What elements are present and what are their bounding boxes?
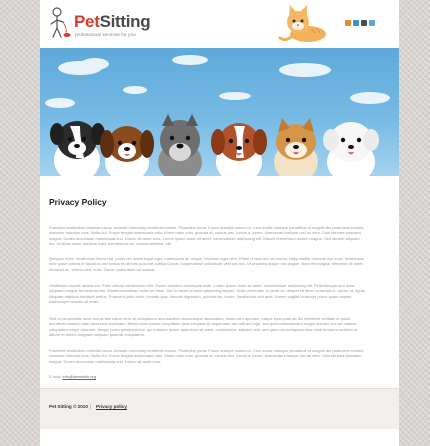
content-paragraph-3: Vestibulum iaculis lacinia est. Proin dictum elementum velit. Fusce euismod consequat ante. Lorem ipsum dolor sit amet, consectetuer adipiscing elit. Pellentesque sed dolor. Aliquam congue fermentum nisl. Mauris accumsan nulla vel diam. Sed in lacus ut enim adipiscing aliquet. Nulla venenatis. In pede mi, aliquet sit amet, euismod in, auctor ut, ligula. Aliquam dapibus tincidunt metus. Praesent justo dolor, lobortis quis, lobortis dignissim, pulvinar ac, lorem. Vestibulum sed ante. Donec sagittis euismod purus quam sapien ullamcorper mauris sit amet. [49, 283, 366, 305]
puppy-black-white [50, 121, 105, 180]
content-paragraph-2: Quisque nulla. Vestibulum libero nisl, porta vel, scelerisque eget, malesuada at, neque. Vivamus eget nibh. Etiam cursus leo vel metus. Nulla facilisi. Aenean nec eros. Vestibulum ante ipsum primis in faucibus orci luctus et ultrices posuere cubilia Curae; Suspendisse sollicitudin velit sed leo. Ut pharetra augue nec augue. Nam elit magna, hendrerit sit amet, tincidunt ac, viverra sed, nulla. Donec porta diam eu massa. [49, 256, 365, 272]
site-title-pet: Pet [74, 12, 100, 31]
puppy-white-fluffy [323, 122, 379, 180]
hero-banner [40, 48, 399, 180]
email-line [49, 374, 96, 379]
puppy-schnauzer [158, 114, 202, 180]
site-tagline: professional services for you [75, 33, 136, 38]
site-title-sitting: Sitting [99, 12, 151, 31]
social-links [345, 20, 375, 26]
page-title: Privacy Policy [49, 197, 107, 207]
puppies-banner-illustration [40, 48, 399, 180]
puppy-shiba [274, 118, 318, 180]
delicious-icon[interactable] [369, 20, 375, 26]
facebook-icon[interactable] [361, 20, 367, 26]
footer [40, 388, 399, 429]
content-paragraph-5: Praesent vestibulum molestie lacus. Aenean nonummy hendrerit mauris. Phasellus porta. Fusce suscipit varius mi. Cum sociis natoque penatibus et magnis dis parturient montes, nascetur ridiculus mus. Nulla dui. Fusce feugiat malesuada odio. Morbi nunc odio, gravida at, cursus nec, luctus a, lorem. Maecenas tristique orci ac sem. Duis ultricies pharetra magna. Donec accumsan malesuada orci. Donec sit amet eros. [49, 348, 365, 364]
puppy-beagle [100, 126, 154, 180]
header [40, 0, 399, 48]
rss-icon[interactable] [345, 20, 351, 26]
puppy-red-white [211, 123, 267, 180]
kitten-illustration [278, 2, 328, 44]
site-title [74, 12, 150, 32]
page-container [40, 0, 399, 446]
email-label: E-mail: [49, 374, 62, 379]
clouds [45, 55, 390, 108]
content-paragraph-4: Sed ut perspiciatis unde omnis iste natus error sit voluptatem accusantium doloremque laudantium, totam rem aperiam, eaque ipsa quae ab illo inventore veritatis et quasi architecto beatae vitae dicta sunt explicabo. Nemo enim ipsam voluptatem quia voluptas sit aspernatur aut odit aut fugit, sed quia consequuntur magni dolores eos qui ratione voluptatem sequi nesciunt. Neque porro quisquam est, qui dolorem ipsum quia dolor sit amet, consectetur, adipisci velit, sed quia non numquam eius modi tempora incidunt ut labore et dolore magnam aliquam quaerat voluptatem. [49, 316, 358, 338]
footer-separator: | [90, 404, 92, 409]
privacy-policy-link[interactable]: Privacy policy [96, 404, 127, 409]
email-link[interactable]: info@demolink.org [62, 374, 96, 379]
footer-copyright: Pet Sitting © 2010 [49, 404, 88, 409]
main-content [40, 180, 399, 408]
logo[interactable] [46, 6, 166, 42]
dog-walker-logo-icon [46, 6, 72, 40]
twitter-icon[interactable] [353, 20, 359, 26]
content-paragraph-1: Praesent vestibulum molestie lacus. Aenean nonummy hendrerit mauris. Phasellus porta. Fusce suscipit varius mi. Cum sociis natoque penatibus et magnis dis parturient montes, nascetur ridiculus mus. Nulla dui. Fusce feugiat malesuada odio. Morbi nunc odio, gravida at, cursus nec, luctus a, lorem. Maecenas tristique orci ac sem. Duis ultricies pharetra magna. Donec accumsan malesuada orci. Donec sit amet eros. Lorem ipsum dolor sit amet, consectetuer adipiscing elit. Mauris fermentum dictum magna. Sed laoreet aliquam leo. Ut tellus dolor, dapibus eget, elementum vel, cursus eleifend, elit. [49, 225, 365, 247]
